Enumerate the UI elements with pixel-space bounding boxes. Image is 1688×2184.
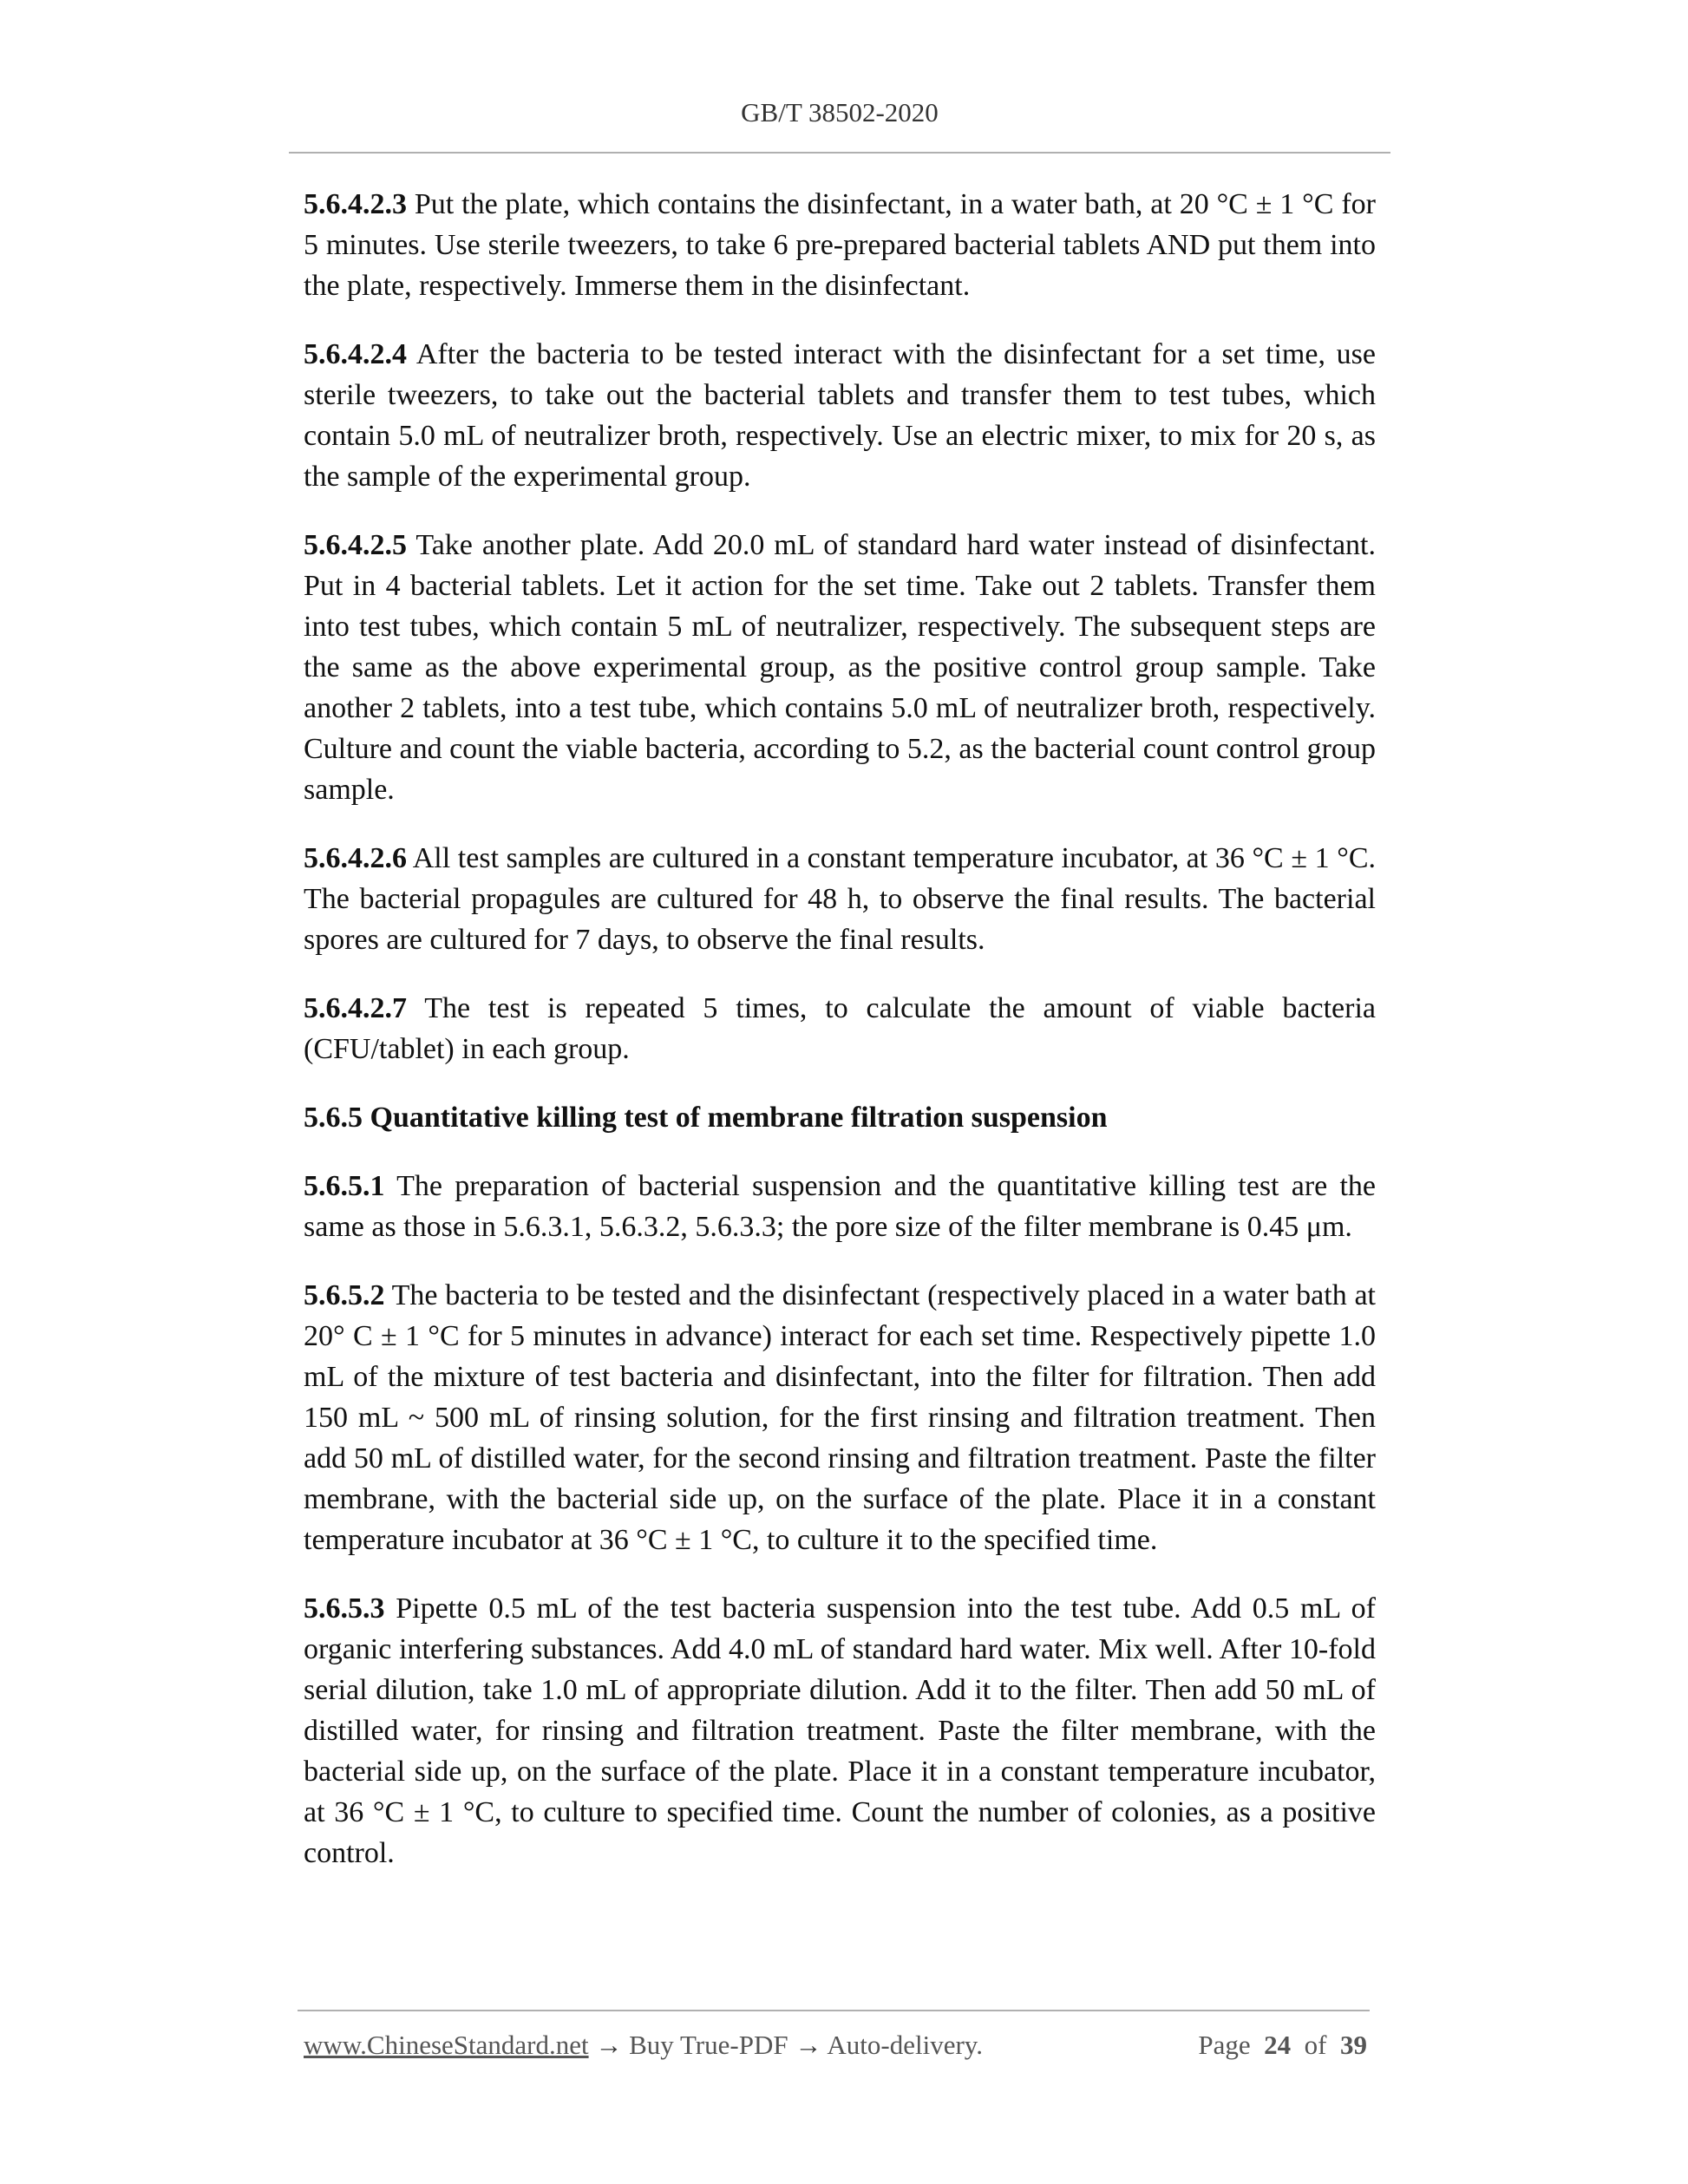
paragraph-text: The bacteria to be tested and the disinfectant (respectively placed in a water bath at 20° C ± 1 °C for 5 minutes in advance) interact for each set time. Respectively pipette 1.0 mL of the mixture of test bacteria and disinfectant, into the filter for filtration. Then add 150 mL ~ 500 mL of rinsing solution, for the first rinsing and filtration treatment. Then add 50 mL of distilled water, for the second rinsing and filtration treatment. Paste the filter membrane, with the bacterial side up, on the surface of the plate. Place it in a constant temperature incubator at 36 °C ± 1 °C, to culture it to the specified time. [304, 1279, 1376, 1556]
footer-divider [298, 2010, 1370, 2011]
paragraph-text: Pipette 0.5 mL of the test bacteria suspension into the test tube. Add 0.5 mL of organic interfering substances. Add 4.0 mL of standard hard water. Mix well. After 10-fold serial dilution, take 1.0 mL of appropriate dilution. Add it to the filter. Then add 50 mL of distilled water, for rinsing and filtration treatment. Paste the filter membrane, with the bacterial side up, on the surface of the plate. Place it in a constant temperature incubator, at 36 °C ± 1 °C, to culture to specified time. Count the number of colonies, as a positive control. [304, 1592, 1376, 1869]
arrow-right-icon: → [588, 2030, 630, 2060]
paragraph-5-6-4-2-4 [304, 334, 1376, 497]
paragraph-text: Put the plate, which contains the disinfectant, in a water bath, at 20 °C ± 1 °C for 5 minutes. Use sterile tweezers, to take 6 pre-prepared bacterial tablets AND put them into the plate, respectively. Immerse them in the disinfectant. [304, 188, 1376, 302]
header-divider [289, 152, 1390, 154]
paragraph-5-6-5-2 [304, 1275, 1376, 1560]
site-link[interactable]: www.ChineseStandard.net [304, 2030, 589, 2060]
section-heading: 5.6.5 Quantitative killing test of membrane filtration suspension [304, 1102, 1108, 1134]
paragraph-text: The test is repeated 5 times, to calculate the amount of viable bacteria (CFU/tablet) in each group. [304, 992, 1376, 1065]
buy-pdf-text: Buy True-PDF [629, 2030, 788, 2060]
paragraph-5-6-5-3 [304, 1588, 1376, 1873]
paragraph-text: After the bacteria to be tested interact with the disinfectant for a set time, use sterile tweezers, to take out the bacterial tablets and transfer them to test tubes, which contain 5.0 mL of neutralizer broth, respectively. Use an electric mixer, to mix for 20 s, as the sample of the experimental group. [304, 338, 1376, 493]
clause-number: 5.6.5.2 [304, 1279, 385, 1311]
page-total: 39 [1340, 2030, 1367, 2060]
of-label: of [1304, 2030, 1327, 2060]
paragraph-5-6-4-2-3 [304, 184, 1376, 306]
clause-number: 5.6.4.2.6 [304, 842, 407, 874]
auto-delivery-text: Auto-delivery. [827, 2030, 984, 2060]
paragraph-5-6-4-2-7 [304, 988, 1376, 1069]
clause-number: 5.6.5.1 [304, 1170, 385, 1202]
paragraph-text: The preparation of bacterial suspension and the quantitative killing test are the same as those in 5.6.3.1, 5.6.3.2, 5.6.3.3; the pore size of the filter membrane is 0.45 μm. [304, 1170, 1376, 1243]
paragraph-text: All test samples are cultured in a constant temperature incubator, at 36 °C ± 1 °C. The bacterial propagules are cultured for 48 h, to observe the final results. The bacterial spores are cultured for 7 days, to observe the final results. [304, 842, 1376, 956]
page-number: 24 [1264, 2030, 1292, 2060]
paragraph-5-6-4-2-6 [304, 838, 1376, 960]
page-header: GB/T 38502-2020 [741, 97, 939, 128]
page-label: Page [1198, 2030, 1251, 2060]
page-indicator [1198, 2030, 1367, 2061]
clause-number: 5.6.5.3 [304, 1592, 385, 1625]
clause-number: 5.6.4.2.7 [304, 992, 407, 1024]
paragraph-5-6-4-2-5 [304, 525, 1376, 810]
clause-number: 5.6.4.2.4 [304, 338, 407, 370]
clause-number: 5.6.4.2.5 [304, 529, 407, 561]
document-body [304, 184, 1376, 1901]
page-footer [304, 2030, 1376, 2061]
paragraph-5-6-5-1 [304, 1166, 1376, 1247]
arrow-right-icon: → [788, 2030, 828, 2060]
paragraph-text: Take another plate. Add 20.0 mL of standard hard water instead of disinfectant. Put in 4 bacterial tablets. Let it action for the set time. Take out 2 tablets. Transfer them into test tubes, which contain 5 mL of neutralizer, respectively. The subsequent steps are the same as the above experimental group, as the positive control group sample. Take another 2 tablets, into a test tube, which contains 5.0 mL of neutralizer broth, respectively. Culture and count the viable bacteria, according to 5.2, as the bacterial count control group sample. [304, 529, 1376, 806]
clause-number: 5.6.4.2.3 [304, 188, 407, 220]
